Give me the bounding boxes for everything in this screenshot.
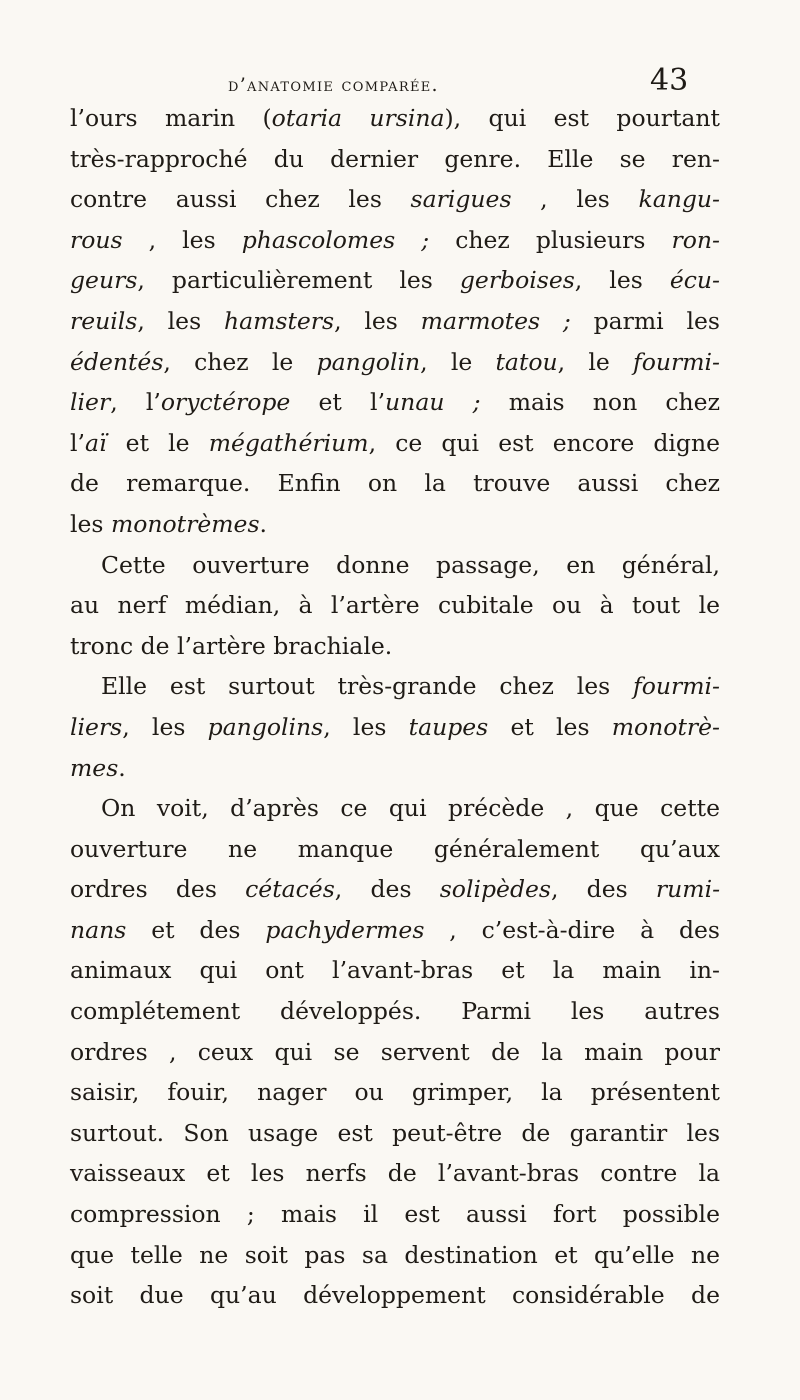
italic-term: pangolins [207, 712, 324, 741]
text-segment: , les [574, 266, 670, 295]
text-segment: ouverture ne manque généralement qu’aux [70, 834, 720, 863]
text-line [70, 829, 720, 870]
text-line [70, 585, 720, 626]
text-segment: , les [137, 306, 224, 335]
italic-term: monotrè- [611, 712, 720, 741]
text-segment: , ce qui est encore digne [368, 428, 720, 457]
text-segment: , les [122, 712, 208, 741]
text-segment: saisir, fouir, nager ou grimper, la présentent [70, 1078, 720, 1107]
italic-term: unau ; [385, 388, 481, 417]
text-line [70, 1032, 720, 1073]
text-line [70, 991, 720, 1032]
text-segment: l’ours marin ( [70, 104, 272, 132]
text-segment: et l’ [290, 388, 386, 417]
text-line [70, 342, 720, 383]
italic-term: solipèdes [439, 875, 551, 904]
text-line [70, 1113, 720, 1154]
italic-term: tatou [495, 347, 558, 376]
text-segment: ), qui est pourtant [444, 104, 720, 132]
text-segment: , les [122, 225, 242, 254]
italic-term: kangu- [638, 185, 720, 214]
italic-term: hamsters [223, 306, 335, 335]
text-segment: et des [126, 915, 266, 944]
italic-term: phascolomes ; [241, 225, 430, 254]
text-segment: Elle est surtout très-grande chez les [101, 672, 634, 701]
text-line [70, 626, 720, 667]
italic-term: rous [70, 225, 123, 254]
text-line [70, 748, 720, 789]
italic-term: cétacés [245, 875, 335, 904]
text-segment: , l’ [110, 388, 161, 417]
italic-term: ron- [671, 225, 720, 254]
page-number: 43 [650, 63, 689, 98]
text-line [70, 950, 720, 991]
text-line [70, 1072, 720, 1113]
text-segment: , particulièrement les [137, 266, 460, 295]
text-line [70, 1235, 720, 1276]
italic-term: geurs [70, 266, 138, 295]
italic-term: aï [85, 428, 107, 457]
text-segment: animaux qui ont l’avant-bras et la main in- [70, 956, 720, 985]
italic-term: mes [70, 753, 119, 782]
text-segment: au nerf médian, à l’artère cubitale ou à tout le [70, 591, 720, 620]
text-segment: complétement développés. Parmi les autres [70, 997, 720, 1026]
text-segment: chez plusieurs [429, 225, 672, 254]
text-segment: mais non chez [480, 388, 720, 417]
text-segment: et les [488, 712, 612, 741]
text-segment: , le [420, 347, 496, 376]
text-segment: , les [323, 712, 409, 741]
italic-term: fourmi- [633, 347, 720, 376]
italic-term: gerboises [459, 266, 575, 295]
text-segment: l’ [70, 428, 85, 457]
text-segment: très-rapproché du dernier genre. Elle se ren- [70, 144, 720, 173]
text-segment: contre aussi chez les [70, 185, 411, 214]
text-segment: compression ; mais il est aussi fort possible [70, 1200, 720, 1229]
text-segment: tronc de l’artère brachiale. [70, 631, 393, 660]
text-line [70, 788, 720, 829]
text-segment: On voit, d’après ce qui précède , que cette [101, 794, 720, 823]
italic-term: mégathérium [208, 428, 369, 457]
italic-term: taupes [408, 712, 489, 741]
italic-term: liers [70, 712, 123, 741]
text-line [70, 382, 720, 423]
text-line [70, 707, 720, 748]
text-segment: . [118, 753, 126, 782]
text-line [70, 1194, 720, 1235]
italic-term: monotrèmes [110, 509, 260, 538]
text-segment: vaisseaux et les nerfs de l’avant-bras contre la [70, 1159, 720, 1188]
text-line [70, 545, 720, 586]
text-line [70, 423, 720, 464]
text-line [70, 260, 720, 301]
text-segment: , le [557, 347, 634, 376]
text-segment: ordres , ceux qui se servent de la main pour [70, 1037, 720, 1066]
text-segment: et le [106, 428, 209, 457]
italic-term: oryctérope [160, 388, 291, 417]
italic-term: pangolin [316, 347, 421, 376]
text-segment: , des [334, 875, 440, 904]
text-line [70, 1153, 720, 1194]
text-line [70, 869, 720, 910]
body-text [70, 98, 720, 1316]
text-segment: , des [550, 875, 656, 904]
running-head: d’anatomie comparée. [228, 74, 439, 96]
italic-term: fourmi- [633, 672, 720, 701]
text-segment: soit due qu’au développement considérable de [70, 1281, 720, 1310]
text-segment: , chez le [163, 347, 317, 376]
text-line [70, 98, 720, 139]
text-segment: surtout. Son usage est peut-être de garantir les [70, 1118, 720, 1147]
italic-term: écu- [669, 266, 720, 295]
italic-term: reuils [70, 306, 138, 335]
italic-term: lier [70, 388, 111, 417]
italic-term: pachydermes [265, 915, 425, 944]
text-line [70, 139, 720, 180]
italic-term: otaria ursina [271, 104, 445, 132]
text-line [70, 504, 720, 545]
text-line [70, 666, 720, 707]
text-line [70, 1275, 720, 1316]
text-line [70, 220, 720, 261]
text-segment: de remarque. Enfin on la trouve aussi chez [70, 469, 720, 498]
text-line [70, 463, 720, 504]
text-line [70, 179, 720, 220]
text-line [70, 910, 720, 951]
text-segment: les [70, 509, 111, 538]
text-segment: , les [511, 185, 639, 214]
italic-term: rumi- [655, 875, 721, 904]
text-segment: . [259, 509, 267, 538]
text-segment: que telle ne soit pas sa destination et qu’elle ne [70, 1240, 720, 1269]
text-segment: parmi les [570, 306, 720, 335]
italic-term: marmotes ; [420, 306, 571, 335]
page-header [228, 63, 689, 100]
text-segment: ordres des [70, 875, 246, 904]
text-line [70, 301, 720, 342]
italic-term: nans [70, 915, 127, 944]
text-segment: Cette ouverture donne passage, en général, [101, 550, 720, 579]
italic-term: édentés [70, 347, 164, 376]
italic-term: sarigues [410, 185, 512, 214]
text-segment: , c’est-à-dire à des [424, 915, 720, 944]
text-segment: , les [334, 306, 421, 335]
